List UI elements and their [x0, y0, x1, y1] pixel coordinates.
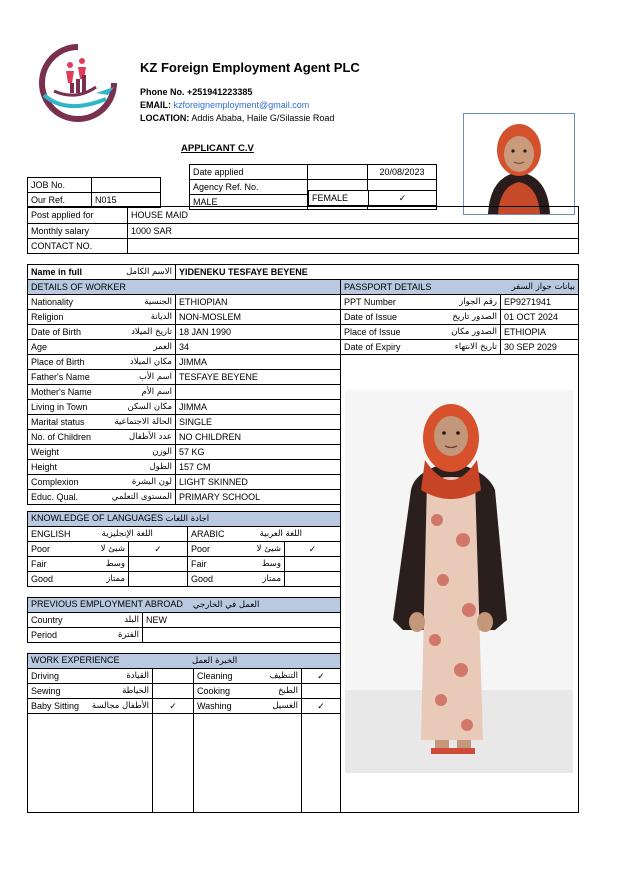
- languages-table: [27, 511, 341, 587]
- work-skill-left-ar: الخياطة: [122, 685, 149, 696]
- detail-value: SINGLE: [176, 415, 341, 430]
- contact-value: [128, 239, 579, 254]
- previous-table: [27, 597, 341, 643]
- company-email: [140, 99, 309, 111]
- detail-value: 34: [176, 340, 341, 355]
- detail-label: Living in Town: [31, 401, 88, 412]
- lang-ar-label-ar: ممتاز: [262, 573, 281, 584]
- company-phone: [140, 86, 252, 98]
- detail-value: 18 JAN 1990: [176, 325, 341, 340]
- details-row: [28, 460, 341, 475]
- work-skill-right-ar: التنظيف: [269, 670, 298, 681]
- passport-value: 30 SEP 2029: [501, 340, 579, 355]
- arabic-check: [285, 557, 341, 572]
- passport-label: PPT Number: [344, 296, 396, 307]
- detail-value: [176, 385, 341, 400]
- detail-label: Age: [31, 341, 48, 352]
- detail-label: Marital status: [31, 416, 85, 427]
- agency-ref-label: Agency Ref. No.: [190, 180, 308, 195]
- lang-en-label: Fair: [31, 558, 47, 569]
- details-row: [28, 355, 341, 370]
- work-blank-area: [27, 710, 341, 813]
- company-logo: [36, 43, 120, 123]
- work-check-right: [302, 684, 341, 699]
- arabic-check: [285, 572, 341, 587]
- english-check: [129, 557, 188, 572]
- passport-row: [341, 310, 579, 325]
- detail-label-ar: تاريخ الميلاد: [131, 326, 172, 337]
- details-table: [27, 279, 341, 505]
- work-skill-left: Baby Sitting: [31, 700, 80, 711]
- work-skill-right-ar: الطبخ: [278, 685, 298, 696]
- gender-table: [308, 190, 437, 206]
- detail-label-ar: العمر: [153, 341, 172, 352]
- previous-title-ar: العمل في الخارجي: [192, 600, 260, 610]
- languages-title: KNOWLEDGE OF LANGUAGES: [31, 513, 164, 523]
- english-label-ar: اللغة الإنجليزية: [101, 528, 153, 539]
- name-table: [27, 264, 579, 280]
- detail-value: NO CHILDREN: [176, 430, 341, 445]
- lang-ar-label: Poor: [191, 543, 211, 554]
- detail-label: Weight: [31, 446, 59, 457]
- detail-label: Educ. Qual.: [31, 491, 79, 502]
- applicant-full-photo: [345, 390, 573, 773]
- detail-value: 157 CM: [176, 460, 341, 475]
- passport-label: Date of Issue: [344, 311, 398, 322]
- detail-value: PRIMARY SCHOOL: [176, 490, 341, 505]
- arabic-label: ARABIC: [191, 528, 225, 539]
- work-check-right: ✓: [302, 699, 341, 714]
- details-row: [28, 310, 341, 325]
- english-check: [129, 572, 188, 587]
- details-row: [28, 385, 341, 400]
- details-row: [28, 370, 341, 385]
- applicant-headshot: [463, 113, 575, 215]
- work-row: [28, 669, 341, 684]
- passport-label-ar: تاريخ الانتهاء: [454, 341, 497, 352]
- work-title-ar: الخبرة العمل: [192, 656, 238, 666]
- detail-label-ar: الحالة الاجتماعية: [114, 416, 172, 427]
- previous-title: PREVIOUS EMPLOYMENT ABROAD: [31, 599, 183, 609]
- location-label: LOCATION:: [140, 113, 190, 123]
- company-location: [140, 112, 334, 124]
- name-value: YIDENEKU TESFAYE BEYENE: [176, 265, 579, 280]
- details-row: [28, 400, 341, 415]
- details-row: [28, 490, 341, 505]
- job-no-label: JOB No.: [28, 178, 92, 193]
- female-label: FEMALE: [309, 191, 369, 206]
- detail-value: 57 KG: [176, 445, 341, 460]
- work-skill-right-ar: الغسيل: [272, 700, 298, 711]
- country-value: NEW: [143, 613, 341, 628]
- email-link[interactable]: kzforeignemployment@gmail.com: [173, 100, 310, 110]
- detail-label: Place of Birth: [31, 356, 85, 367]
- name-label: Name in full: [31, 266, 83, 277]
- lang-en-label: Good: [31, 573, 54, 584]
- passport-row: [341, 325, 579, 340]
- language-row: [28, 542, 341, 557]
- detail-label: Father's Name: [31, 371, 90, 382]
- detail-label: Nationality: [31, 296, 74, 307]
- lang-en-label: Poor: [31, 543, 51, 554]
- work-row: [28, 684, 341, 699]
- detail-value: JIMMA: [176, 400, 341, 415]
- lang-en-label-ar: شيئ لا: [100, 543, 125, 554]
- passport-value: EP9271941: [501, 295, 579, 310]
- detail-label-ar: لون البشرة: [131, 476, 172, 487]
- female-check: ✓: [369, 191, 437, 206]
- language-row: [28, 557, 341, 572]
- passport-title: PASSPORT DETAILS: [344, 281, 432, 292]
- period-label: Period: [31, 629, 58, 640]
- languages-title-ar: اجادة اللغات: [165, 514, 210, 524]
- passport-label-ar: رقم الجواز: [459, 296, 497, 307]
- post-table: [27, 206, 579, 254]
- email-label: EMAIL:: [140, 100, 171, 110]
- details-row: [28, 340, 341, 355]
- page-title: APPLICANT C.V: [181, 143, 254, 154]
- work-title: WORK EXPERIENCE: [31, 655, 120, 665]
- date-applied-value: 20/08/2023: [368, 165, 437, 180]
- detail-label: Date of Birth: [31, 326, 82, 337]
- passport-title-ar: بيانات جواز السفر: [511, 281, 575, 292]
- detail-value: NON-MOSLEM: [176, 310, 341, 325]
- salary-label: Monthly salary: [28, 224, 128, 239]
- detail-label: Religion: [31, 311, 64, 322]
- details-row: [28, 430, 341, 445]
- country-label-ar: البلد: [124, 614, 139, 625]
- lang-ar-label: Fair: [191, 558, 207, 569]
- work-check-left: [153, 669, 194, 684]
- details-row: [28, 325, 341, 340]
- passport-value: ETHIOPIA: [501, 325, 579, 340]
- passport-table: [340, 279, 579, 355]
- passport-value: 01 OCT 2024: [501, 310, 579, 325]
- detail-value: ETHIOPIAN: [176, 295, 341, 310]
- work-table: [27, 653, 341, 714]
- post-value: HOUSE MAID: [128, 207, 579, 224]
- detail-label-ar: الطول: [149, 461, 172, 472]
- company-name: KZ Foreign Employment Agent PLC: [140, 60, 360, 75]
- work-check-left: [153, 684, 194, 699]
- work-skill-right: Cooking: [197, 685, 231, 696]
- job-ref-table: [27, 177, 161, 208]
- passport-label-ar: الصدور مكان: [451, 326, 497, 337]
- language-row: [28, 572, 341, 587]
- detail-value: TESFAYE BEYENE: [176, 370, 341, 385]
- detail-label: Height: [31, 461, 58, 472]
- lang-ar-label-ar: وسط: [261, 558, 281, 569]
- period-value: [143, 628, 341, 643]
- details-title: DETAILS OF WORKER: [28, 280, 341, 295]
- english-check: ✓: [129, 542, 188, 557]
- details-row: [28, 445, 341, 460]
- detail-label-ar: الوزن: [152, 446, 172, 457]
- date-applied-label: Date applied: [190, 165, 308, 180]
- lang-ar-label: Good: [191, 573, 214, 584]
- detail-label-ar: مكان الميلاد: [129, 356, 172, 367]
- lang-en-label-ar: وسط: [105, 558, 125, 569]
- detail-value: JIMMA: [176, 355, 341, 370]
- passport-label: Place of Issue: [344, 326, 401, 337]
- work-skill-left-ar: القيادة: [126, 670, 149, 681]
- detail-label-ar: مكان السكن: [127, 401, 172, 412]
- work-skill-left-ar: الأطفال مجالسة: [91, 700, 149, 711]
- phone-value: +251941223385: [187, 87, 253, 97]
- details-row: [28, 475, 341, 490]
- work-skill-left: Sewing: [31, 685, 61, 696]
- work-skill-right: Washing: [197, 700, 232, 711]
- detail-label-ar: الديانة: [150, 311, 172, 322]
- our-ref-label: Our Ref.: [28, 193, 92, 208]
- period-label-ar: الفترة: [118, 629, 139, 640]
- passport-label-ar: الصدور تاريخ: [452, 311, 497, 322]
- detail-label-ar: اسم الأم: [141, 386, 172, 397]
- work-skill-left: Driving: [31, 670, 60, 681]
- phone-label: Phone No.: [140, 87, 185, 97]
- detail-label-ar: المستوى التعلمي: [111, 491, 172, 502]
- lang-en-label-ar: ممتاز: [106, 573, 125, 584]
- work-skill-right: Cleaning: [197, 670, 233, 681]
- name-label-ar: الاسم الكامل: [126, 266, 172, 277]
- male-label: MALE: [190, 195, 308, 210]
- country-label: Country: [31, 614, 63, 625]
- salary-value: 1000 SAR: [128, 224, 579, 239]
- work-check-right: ✓: [302, 669, 341, 684]
- location-value: Addis Ababa, Haile G/Silassie Road: [191, 113, 335, 123]
- detail-label-ar: الجنسية: [144, 296, 172, 307]
- passport-row: [341, 295, 579, 310]
- detail-label-ar: عدد الأطفال: [128, 431, 172, 442]
- arabic-check: ✓: [285, 542, 341, 557]
- our-ref-value: N015: [92, 193, 161, 208]
- lang-ar-label-ar: شيئ لا: [256, 543, 281, 554]
- details-row: [28, 295, 341, 310]
- contact-label: CONTACT NO.: [28, 239, 128, 254]
- detail-label: Complexion: [31, 476, 79, 487]
- english-label: ENGLISH: [31, 528, 71, 539]
- details-row: [28, 415, 341, 430]
- detail-label: No. of Children: [31, 431, 92, 442]
- arabic-label-ar: اللغة العربية: [259, 528, 302, 539]
- post-label: Post applied for: [28, 207, 128, 224]
- detail-label: Mother's Name: [31, 386, 92, 397]
- detail-label-ar: اسم الأب: [138, 371, 172, 382]
- detail-value: LIGHT SKINNED: [176, 475, 341, 490]
- passport-label: Date of Expiry: [344, 341, 401, 352]
- work-check-left: ✓: [153, 699, 194, 714]
